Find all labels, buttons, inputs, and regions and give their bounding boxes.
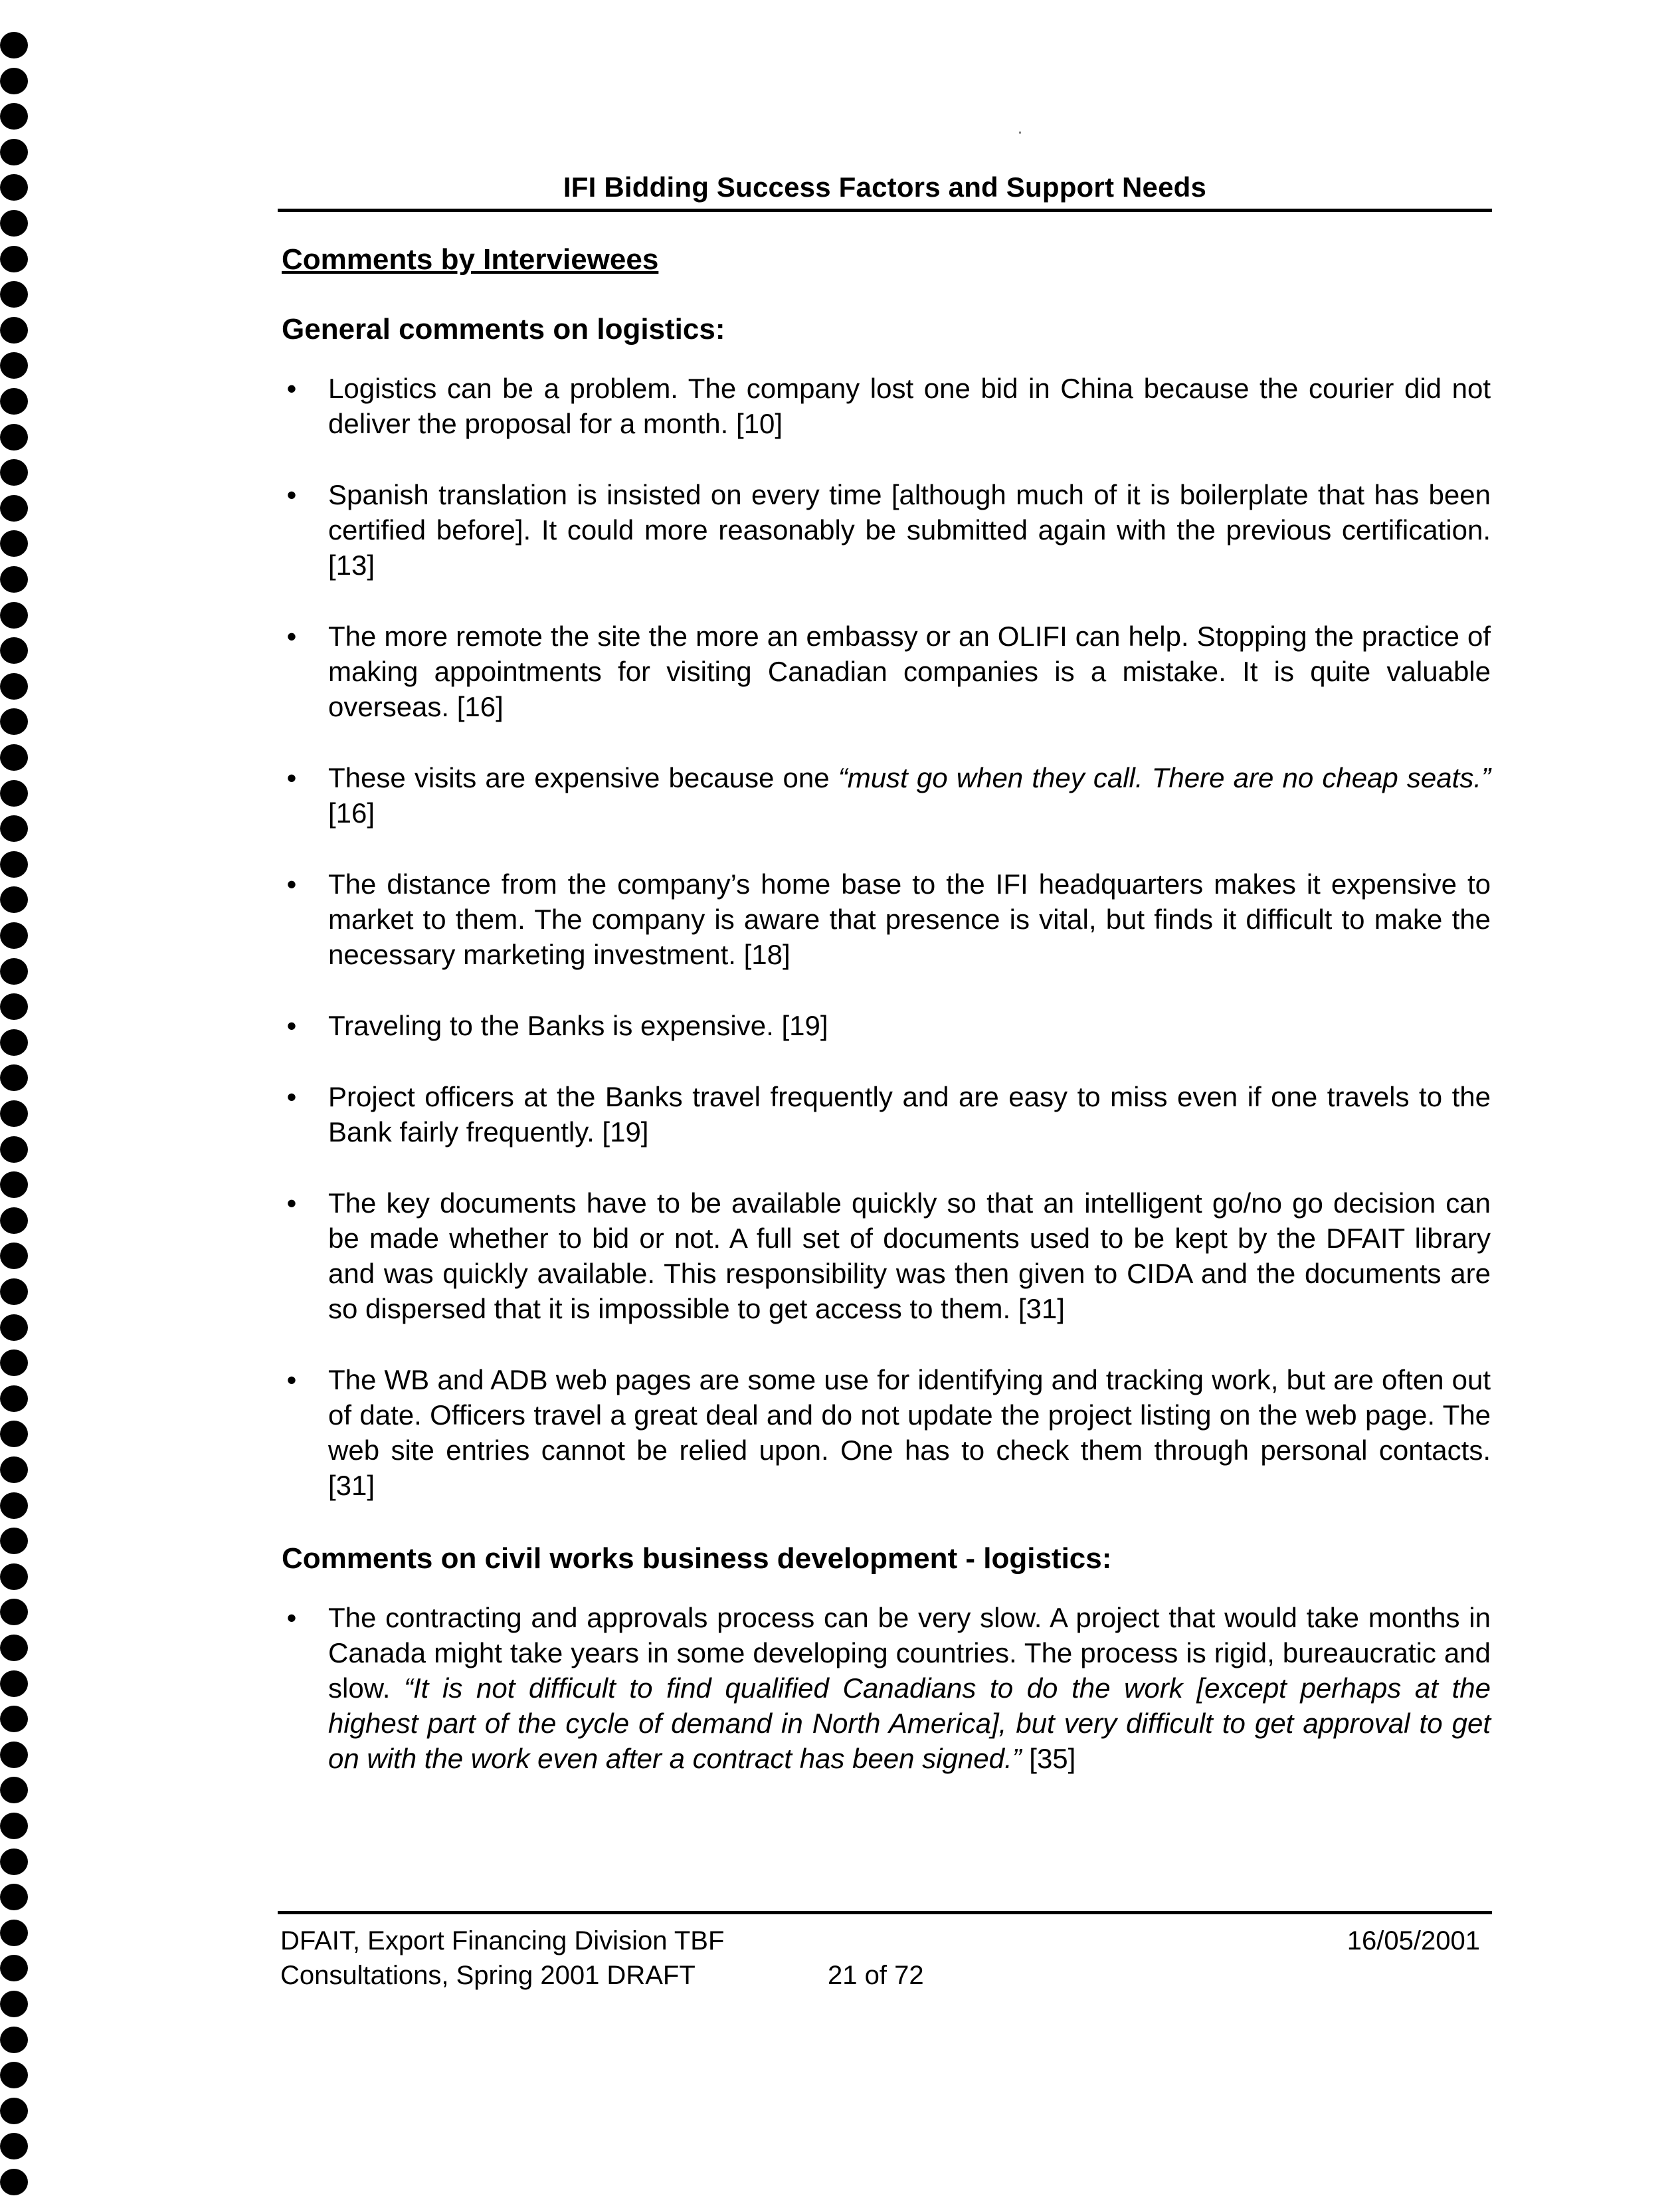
binding-hole <box>0 103 28 130</box>
bullet-item <box>282 477 1491 583</box>
binding-hole <box>0 744 28 771</box>
bullet-dot: • <box>286 1602 297 1633</box>
binding-hole <box>0 1456 28 1483</box>
binding-hole <box>0 673 28 700</box>
binding-hole <box>0 352 28 379</box>
bullet-dot: • <box>286 373 297 404</box>
footer-page-number: 21 of 72 <box>828 1961 924 1990</box>
binding-hole <box>0 1635 28 1661</box>
bullet-item <box>282 1079 1491 1149</box>
bullet-item <box>282 1600 1491 1776</box>
bullet-text: These visits are expensive because one <box>328 762 838 793</box>
bullet-item <box>282 866 1491 972</box>
bullet-text: The contracting and approvals process can be very slow. A project that would take months in Canada might take years in some developing countries. The process is rigid, bureaucratic and slow. <box>328 1602 1491 1704</box>
binding-hole <box>0 139 28 165</box>
bullet-quote: “It is not difficult to find qualified Canadians to do the work [except perhaps at the highest part of the cycle of demand in North America], but very difficult to get approval to get on with the work even after a contract has been signed.” <box>328 1672 1491 1774</box>
group-heading-general: General comments on logistics: <box>282 313 725 346</box>
bullet-list-general <box>282 371 1491 1503</box>
binding-hole <box>0 1742 28 1768</box>
binding-hole <box>0 780 28 807</box>
bullet-dot: • <box>286 868 297 900</box>
binding-hole <box>0 246 28 272</box>
binding-hole <box>0 1385 28 1412</box>
binding-hole <box>0 1920 28 1946</box>
binding-hole <box>0 2133 28 2159</box>
binding-hole <box>0 708 28 735</box>
binding-hole <box>0 1563 28 1590</box>
binding-hole <box>0 174 28 201</box>
bullet-dot: • <box>286 762 297 793</box>
binding-hole <box>0 1100 28 1127</box>
bullet-item <box>282 371 1491 441</box>
binding-hole <box>0 993 28 1020</box>
binding-hole <box>0 1064 28 1091</box>
binding-hole <box>0 1706 28 1732</box>
binding-hole <box>0 1492 28 1519</box>
bullet-dot: • <box>286 1081 297 1112</box>
binding-hole <box>0 566 28 593</box>
bullet-item <box>282 1362 1491 1503</box>
binding-hole <box>0 1278 28 1305</box>
binding-hole <box>0 1207 28 1234</box>
binding-hole <box>0 1884 28 1910</box>
binding-hole <box>0 1349 28 1376</box>
footer-source <box>280 1924 724 1993</box>
binding-hole <box>0 1029 28 1056</box>
binding-hole <box>0 2062 28 2088</box>
binding-hole <box>0 1421 28 1447</box>
footer-line-2: Consultations, Spring 2001 DRAFT <box>280 1961 696 1990</box>
binding-hole <box>0 1171 28 1198</box>
bullet-text: Traveling to the Banks is expensive. [19] <box>328 1010 828 1041</box>
binding-hole <box>0 210 28 237</box>
main-content <box>282 239 1491 1812</box>
bullet-ref: [35] <box>1021 1743 1076 1774</box>
bullet-item <box>282 1185 1491 1326</box>
bullet-ref: [16] <box>328 797 375 829</box>
binding-hole <box>0 388 28 415</box>
bullet-item <box>282 619 1491 724</box>
binding-hole <box>0 922 28 949</box>
binding-hole <box>0 2098 28 2124</box>
bullet-text: The distance from the company’s home base to the IFI headquarters makes it expensive to market to them. The company is aware that presence is vital, but finds it difficult to make the necessary marketing investment. [18] <box>328 868 1491 970</box>
binding-hole <box>0 530 28 557</box>
binding-hole <box>0 68 28 94</box>
bullet-dot: • <box>286 1364 297 1395</box>
page-footer <box>278 1911 1492 1990</box>
binding-hole <box>0 637 28 664</box>
bullet-quote: “must go when they call. There are no cheap seats.” <box>838 762 1491 793</box>
bullet-dot: • <box>286 1010 297 1041</box>
binding-hole <box>0 602 28 629</box>
binding-hole <box>0 1777 28 1803</box>
bullet-item <box>282 760 1491 831</box>
binding-hole <box>0 317 28 344</box>
binding-hole <box>0 32 28 58</box>
page-header <box>278 163 1492 212</box>
page-title: IFI Bidding Success Factors and Support Needs <box>563 171 1207 203</box>
bullet-item <box>282 1008 1491 1043</box>
bullet-text: The more remote the site the more an embassy or an OLIFI can help. Stopping the practice of making appointments for visiting Canadian companies is a mistake. It is quite valuable overseas. [16] <box>328 621 1491 722</box>
bullet-text: The key documents have to be available quickly so that an intelligent go/no go decision can be made whether to bid or not. A full set of documents used to be kept by the DFAIT library and was quickly available. This responsibility was then given to CIDA and the documents are so dispersed that it is impossible to get access to them. [31] <box>328 1187 1491 1324</box>
binding-holes <box>0 0 40 2198</box>
binding-hole <box>0 1991 28 2017</box>
binding-hole <box>0 424 28 450</box>
section-title: Comments by Interviewees <box>282 243 659 276</box>
bullet-dot: • <box>286 1187 297 1219</box>
group-heading-civil-works: Comments on civil works business development - logistics: <box>282 1542 1112 1575</box>
binding-hole <box>0 1670 28 1697</box>
binding-hole <box>0 1136 28 1163</box>
binding-hole <box>0 459 28 486</box>
binding-hole <box>0 2169 28 2195</box>
binding-hole <box>0 851 28 878</box>
binding-hole <box>0 815 28 842</box>
bullet-dot: • <box>286 621 297 652</box>
binding-hole <box>0 958 28 985</box>
bullet-text: Spanish translation is insisted on every time [although much of it is boilerplate that has been certified before]. It could more reasonably be submitted again with the previous certification. [13] <box>328 479 1491 581</box>
bullet-list-civil-works <box>282 1600 1491 1776</box>
footer-line-1: DFAIT, Export Financing Division TBF <box>280 1926 725 1955</box>
binding-hole <box>0 1955 28 1981</box>
bullet-text: Project officers at the Banks travel frequently and are easy to miss even if one travels to the Bank fairly frequently. [19] <box>328 1081 1491 1148</box>
binding-hole <box>0 886 28 913</box>
binding-hole <box>0 495 28 522</box>
bullet-text: The WB and ADB web pages are some use for identifying and tracking work, but are often out of date. Officers travel a great deal and do not update the project listing on the web page. The web site entries cannot be relied upon. One has to check them through personal contacts. [31] <box>328 1364 1491 1501</box>
footer-date: 16/05/2001 <box>1347 1926 1480 1955</box>
bullet-text: Logistics can be a problem. The company lost one bid in China because the courier did not deliver the proposal for a month. [10] <box>328 373 1491 439</box>
binding-hole <box>0 2027 28 2053</box>
binding-hole <box>0 1813 28 1839</box>
binding-hole <box>0 1314 28 1341</box>
binding-hole <box>0 1848 28 1875</box>
binding-hole <box>0 281 28 308</box>
binding-hole <box>0 1243 28 1269</box>
binding-hole <box>0 1599 28 1625</box>
scan-speck <box>1019 132 1021 134</box>
bullet-dot: • <box>286 479 297 510</box>
binding-hole <box>0 1528 28 1554</box>
